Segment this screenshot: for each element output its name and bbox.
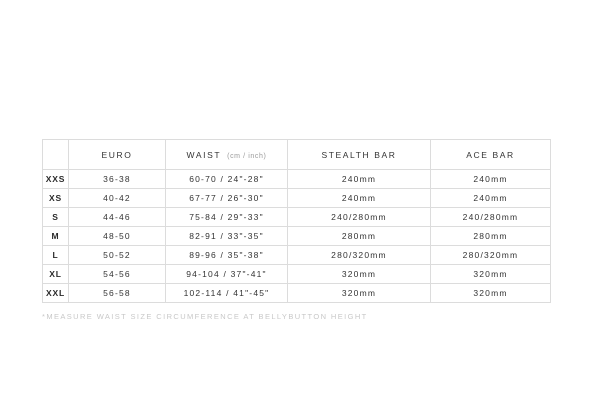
table-row: [43, 284, 551, 303]
size-cell: M: [43, 227, 69, 246]
size-cell: L: [43, 246, 69, 265]
euro-cell: 50-52: [69, 246, 166, 265]
waist-cell: 67-77 / 26"-30": [166, 189, 288, 208]
euro-cell: 44-46: [69, 208, 166, 227]
euro-cell: 56-58: [69, 284, 166, 303]
size-cell: S: [43, 208, 69, 227]
table-row: [43, 265, 551, 284]
waist-cell: 60-70 / 24"-28": [166, 170, 288, 189]
header-waist: [166, 140, 288, 170]
table-row: [43, 189, 551, 208]
waist-cell: 75-84 / 29"-33": [166, 208, 288, 227]
waist-cell: 82-91 / 33"-35": [166, 227, 288, 246]
euro-cell: 54-56: [69, 265, 166, 284]
size-chart-table: [42, 139, 551, 303]
euro-cell: 36-38: [69, 170, 166, 189]
stealth-bar-cell: 280mm: [288, 227, 431, 246]
footnote: *MEASURE WAIST SIZE CIRCUMFERENCE AT BELLYBUTTON HEIGHT: [42, 312, 368, 321]
stealth-bar-cell: 280/320mm: [288, 246, 431, 265]
header-waist-label: WAIST: [186, 149, 222, 160]
header-stealth-bar: STEALTH BAR: [288, 140, 431, 170]
header-waist-unit: (cm / inch): [227, 152, 267, 160]
size-cell: XXS: [43, 170, 69, 189]
euro-cell: 48-50: [69, 227, 166, 246]
table-body: [43, 170, 551, 303]
header-euro: EURO: [69, 140, 166, 170]
stealth-bar-cell: 320mm: [288, 265, 431, 284]
stealth-bar-cell: 320mm: [288, 284, 431, 303]
header-ace-bar: ACE BAR: [431, 140, 551, 170]
ace-bar-cell: 280mm: [431, 227, 551, 246]
ace-bar-cell: 320mm: [431, 284, 551, 303]
size-cell: XXL: [43, 284, 69, 303]
header-row: [43, 140, 551, 170]
euro-cell: 40-42: [69, 189, 166, 208]
size-cell: XS: [43, 189, 69, 208]
waist-cell: 89-96 / 35"-38": [166, 246, 288, 265]
stealth-bar-cell: 240/280mm: [288, 208, 431, 227]
table-row: [43, 208, 551, 227]
table-row: [43, 246, 551, 265]
ace-bar-cell: 240/280mm: [431, 208, 551, 227]
stealth-bar-cell: 240mm: [288, 170, 431, 189]
waist-cell: 94-104 / 37"-41": [166, 265, 288, 284]
table-row: [43, 170, 551, 189]
size-cell: XL: [43, 265, 69, 284]
table-row: [43, 227, 551, 246]
waist-cell: 102-114 / 41"-45": [166, 284, 288, 303]
ace-bar-cell: 280/320mm: [431, 246, 551, 265]
ace-bar-cell: 320mm: [431, 265, 551, 284]
table-header: [43, 140, 551, 170]
ace-bar-cell: 240mm: [431, 170, 551, 189]
ace-bar-cell: 240mm: [431, 189, 551, 208]
header-size: [43, 140, 69, 170]
stealth-bar-cell: 240mm: [288, 189, 431, 208]
